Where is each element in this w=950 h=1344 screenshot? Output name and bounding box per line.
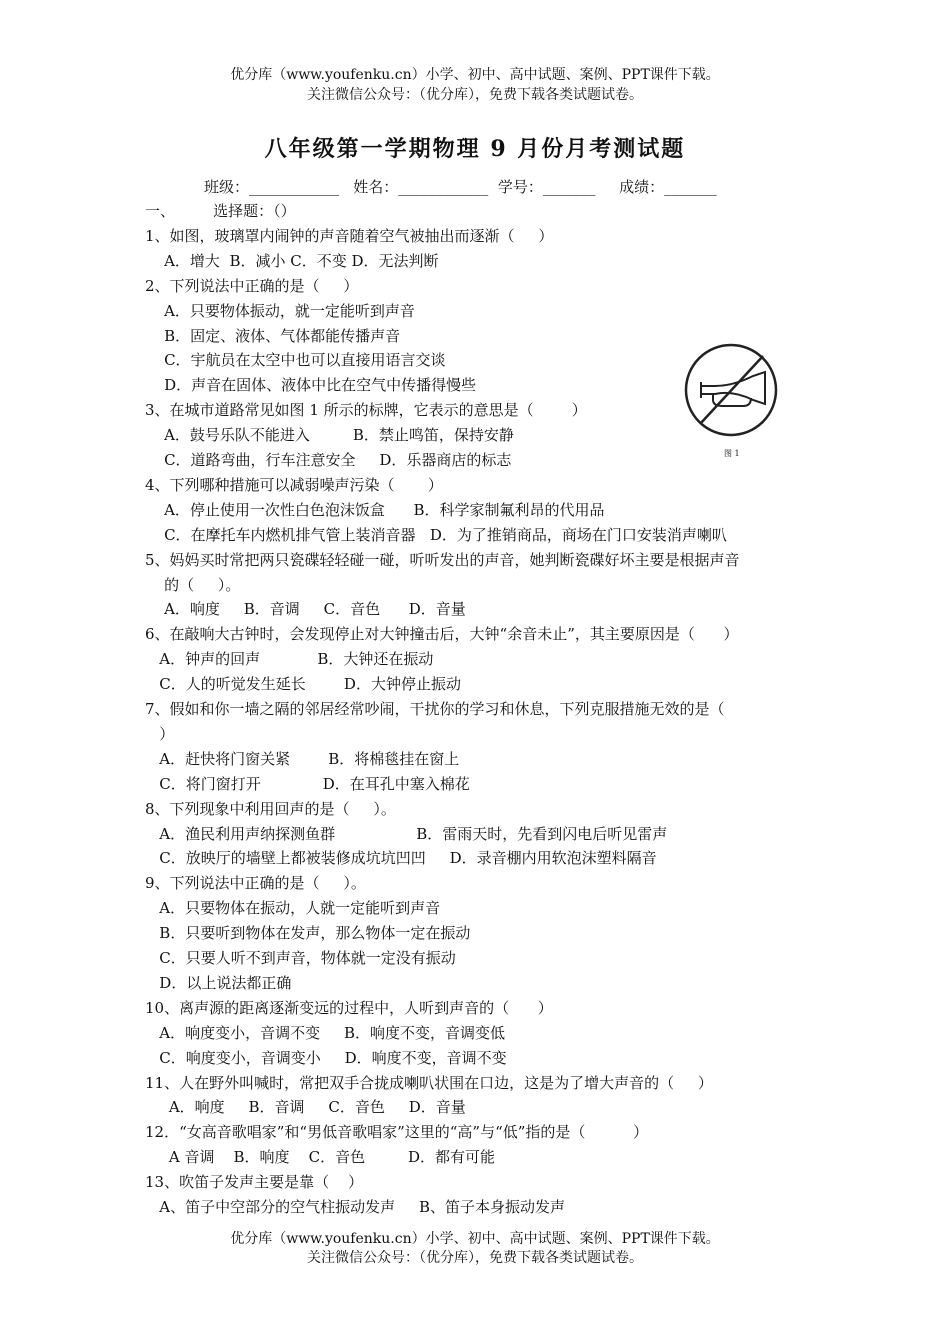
question-line: A．鼓号乐队不能进入 B．禁止鸣笛，保持安静 [145, 426, 514, 445]
question-line: 12．“女高音歌唱家”和“男低音歌唱家”这里的“高”与“低”指的是（ ） [145, 1123, 649, 1142]
question-line: C．宇航员在太空中也可以直接用语言交谈 [145, 351, 446, 370]
question-line: A 音调 B．响度 C．音色 D．都有可能 [145, 1148, 496, 1167]
header-line-1: 优分库（www.youfenku.cn）小学、初中、高中试题、案例、PPT课件下载。 [230, 67, 720, 83]
question-line: D．以上说法都正确 [145, 973, 292, 992]
question-line: C．只要人听不到声音，物体就一定没有振动 [145, 949, 456, 967]
question-line: A．赶快将门窗关紧 B．将棉毯挂在窗上 [145, 749, 460, 768]
question-line: A．只要物体在振动，人就一定能听到声音 [145, 899, 441, 918]
question-line: 4、下列哪种措施可以减弱噪声污染（ ） [145, 475, 443, 494]
question-line: 13、吹笛子发声主要是靠（ ） [145, 1173, 364, 1192]
question-line: 2、下列说法中正确的是（ ） [145, 276, 359, 295]
footer-line-1: 优分库（www.youfenku.cn）小学、初中、高中试题、案例、PPT课件下载。 [230, 1231, 720, 1247]
question-line: 10、离声源的距离逐渐变远的过程中，人听到声音的（ ） [145, 998, 553, 1017]
student-info-line: 班级：____________ 姓名：____________ 学号：_______ 成绩：_______ [204, 178, 717, 196]
question-line: 1、如图，玻璃罩内闹钟的声音随着空气被抽出而逐渐（ ） [145, 226, 554, 245]
question-line: 5、妈妈买时常把两只瓷碟轻轻碰一碰，听听发出的声音，她判断瓷碟好坏主要是根据声音 [145, 550, 740, 569]
question-line: 8、下列现象中利用回声的是（ ）。 [145, 799, 396, 818]
question-line: ） [145, 724, 175, 743]
question-line: 一、 选择题：（） [145, 202, 296, 220]
question-line: C．放映厅的墙壁上都被装修成坑坑凹凹 D．录音棚内用软泡沫塑料隔音 [145, 849, 657, 868]
question-line: C．响度变小，音调变小 D．响度不变，音调不变 [145, 1048, 507, 1067]
figure-caption: 图 1 [724, 449, 740, 458]
question-line: 的（ ）。 [145, 575, 241, 594]
question-line: C．道路弯曲，行车注意安全 D．乐器商店的标志 [145, 451, 512, 469]
question-line: A．渔民利用声纳探测鱼群 B．雷雨天时，先看到闪电后听见雷声 [145, 824, 668, 843]
question-line: C．人的听觉发生延长 D．大钟停止振动 [145, 675, 461, 694]
question-line: A．响度 B．音调 C．音色 D．音量 [145, 1098, 466, 1117]
question-line: D．声音在固体、液体中比在空气中传播得慢些 [145, 376, 477, 395]
question-line: A．响度 B．音调 C．音色 D．音量 [145, 600, 466, 619]
question-line: 7、假如和你一墙之隔的邻居经常吵闹，干扰你的学习和休息，下列克服措施无效的是（ [145, 700, 725, 718]
question-line: 3、在城市道路常见如图 1 所示的标牌，它表示的意思是（ ） [145, 401, 587, 420]
header-line-2: 关注微信公众号：（优分库），免费下载各类试题试卷。 [307, 87, 643, 103]
question-line: A、笛子中空部分的空气柱振动发声 B、笛子本身振动发声 [145, 1198, 566, 1216]
no-horn-sign-icon [683, 342, 779, 438]
question-line: 6、在敲响大古钟时，会发现停止对大钟撞击后，大钟“余音未止”，其主要原因是（ ） [145, 625, 739, 644]
question-line: A．响度变小，音调不变 B．响度不变，音调变低 [145, 1023, 506, 1042]
exam-title: 八年级第一学期物理 9 月份月考测试题 [264, 136, 686, 162]
question-line: A．钟声的回声 B．大钟还在振动 [145, 650, 434, 669]
question-line: 9、下列说法中正确的是（ ）。 [145, 874, 366, 893]
footer-line-2: 关注微信公众号：（优分库），免费下载各类试题试卷。 [307, 1250, 643, 1266]
question-line: A．只要物体振动，就一定能听到声音 [145, 301, 415, 320]
question-line: A．增大 B．减小 C．不变 D．无法判断 [145, 251, 439, 270]
question-line: B．固定、液体、气体都能传播声音 [145, 326, 401, 345]
question-line: C．将门窗打开 D．在耳孔中塞入棉花 [145, 774, 470, 793]
question-line: C．在摩托车内燃机排气管上装消音器 D．为了推销商品，商场在门口安装消声喇叭 [145, 525, 727, 544]
question-line: B．只要听到物体在发声，那么物体一定在振动 [145, 924, 471, 943]
question-line: A．停止使用一次性白色泡沫饭盒 B．科学家制氟利昂的代用品 [145, 500, 605, 519]
question-line: 11、人在野外叫喊时，常把双手合拢成喇叭状围在口边，这是为了增大声音的（ ） [145, 1073, 713, 1092]
